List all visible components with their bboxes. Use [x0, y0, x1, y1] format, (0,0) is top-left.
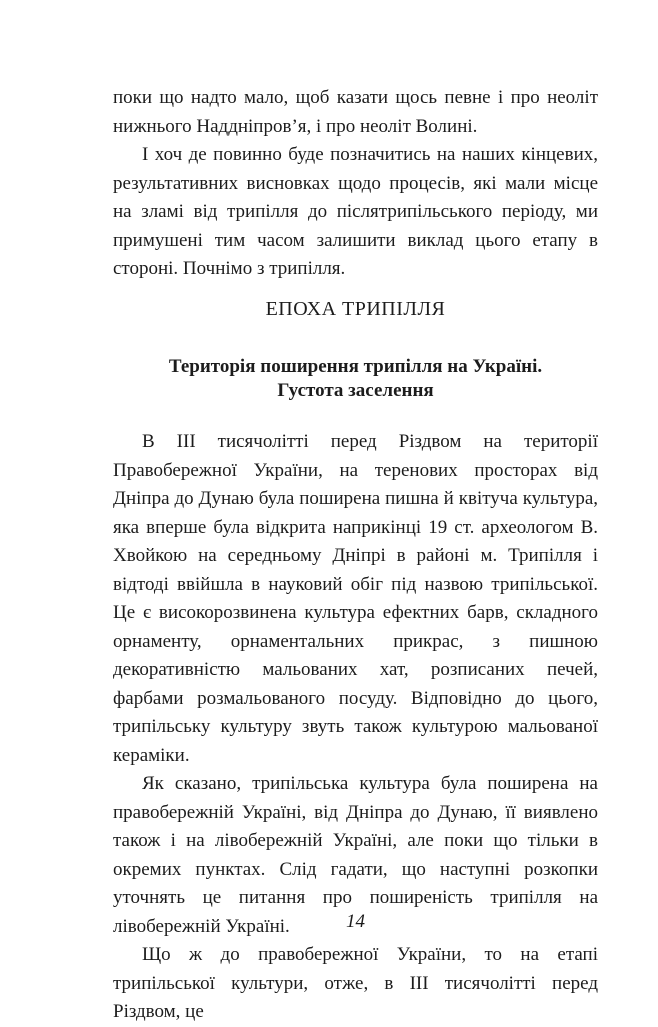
page-number: 14: [346, 911, 365, 932]
subsection-title-line-1: Територія поширення трипілля на Україні.: [168, 356, 543, 377]
continuation-paragraph: поки що надто мало, щоб казати щось певне і про неоліт нижнього Наддніпров’я, і про неоліт Волині.: [113, 87, 598, 137]
subsection-title: [113, 355, 598, 403]
body-paragraph-1: В ІІІ тисячолітті перед Різдвом на території Правобережної України, на теренових просторах від Дніпра до Дунаю була поширена пишна й квітуча культура, яка вперше була відкрита наприкінці 19 ст. археологом В. Хвойкою на середньому Дніпрі в районі м. Трипілля і відтоді ввійшла в науковий обіг під назвою трипільської. Це є високорозвинена культура ефектних барв, складного орнаменту, орнаментальних прикрас, з пишною декоративністю мальованих хат, розписаних печей, фарбами розмальованого посуду. Відповідно до цього, трипільську культуру звуть також культурою мальованої кераміки.: [113, 431, 598, 766]
section-title: ЕПОХА ТРИПІЛЛЯ: [265, 298, 446, 320]
body-paragraph-2: Як сказано, трипільська культура була поширена на правобережній Україні, від Дніпра до Дунаю, її виявлено також і на лівобережній Україні, але поки що тільки в окремих пунктах. Слід гадати, що наступні розкопки уточнять це питання про поширеність трипілля на лівобережній Україні.: [113, 773, 598, 937]
body-paragraph-3: Що ж до правобережної України, то на етапі трипільської культури, отже, в ІІІ тисячолітті перед Різдвом, це: [113, 944, 598, 1022]
main-text-block: [113, 428, 598, 1027]
intro-paragraph: І хоч де повинно буде позначитись на наших кінцевих, результативних висновках щодо процесів, які мали місце на зламі від трипілля до післятрипільського періоду, ми примушені тим часом залишити виклад цього етапу в стороні. Почнімо з трипілля.: [113, 144, 598, 279]
subsection-title-line-2: Густота заселення: [277, 380, 434, 401]
top-text-block: [113, 84, 598, 284]
